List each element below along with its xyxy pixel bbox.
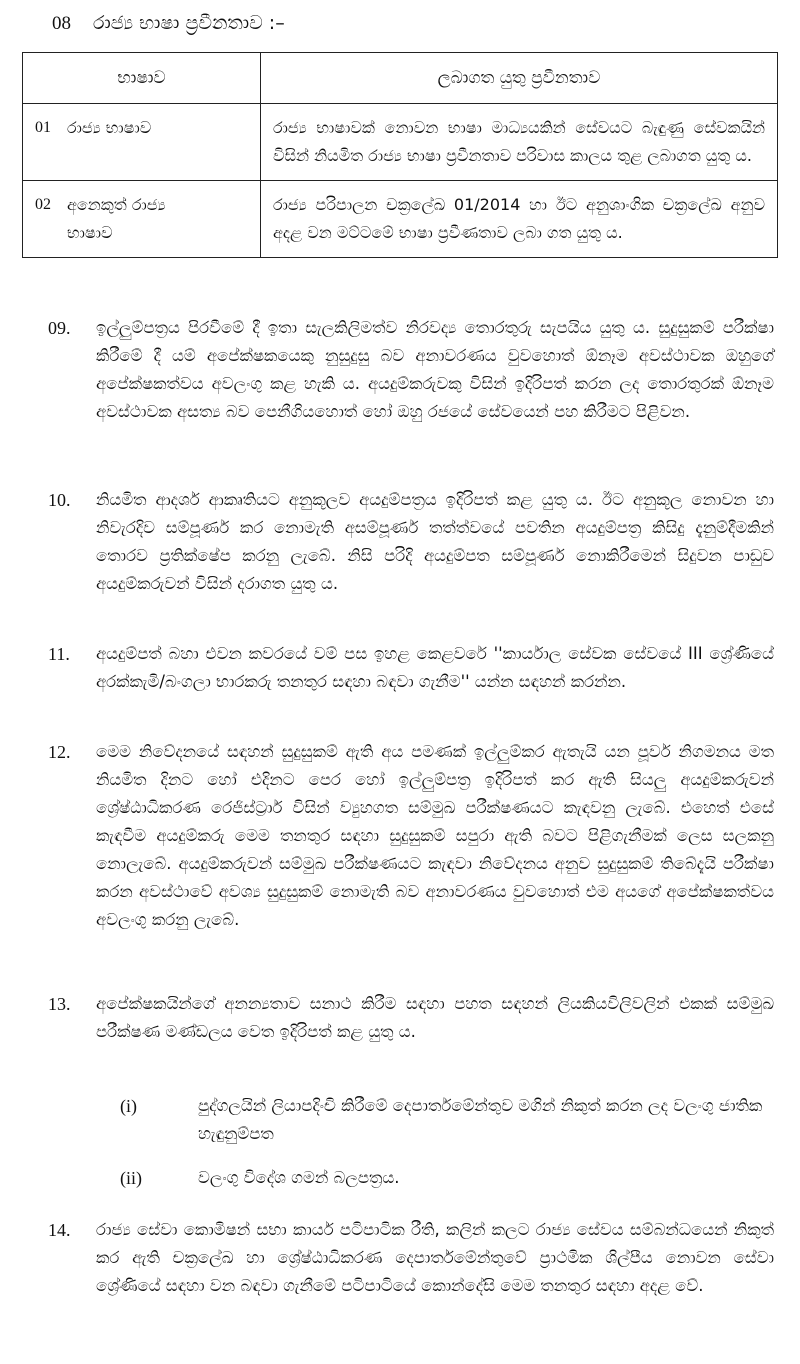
sub-item-text: වලංගු විදේශ ගමන් බලපත්‍රය.: [198, 1168, 400, 1187]
paragraph-number: 12.: [48, 742, 71, 762]
paragraph-text: අයදුම්පත් බහා එවන කවරයේ වම් පස ඉහළ කෙළවරේ ''කාර්යාල සේවක සේවයේ III ශ්‍රේණියේ අරක්කැමි/බංගලා භාරකරු තනතුර සඳහා බඳවා ගැනීම'' යන්න සඳහන් කරන්න.: [96, 644, 774, 691]
paragraph-number: 13.: [48, 994, 71, 1014]
sub-item-i: [120, 1092, 774, 1148]
sub-item-text: පුද්ගලයින් ලියාපදිංචි කිරීමේ දෙපාර්තමේන්තුව මගින් නිකුත් කරන ලද වලංගු ජාතික හැඳුනුම්පත: [198, 1096, 763, 1143]
requirement-cell: රාජ්‍ය භාෂාවක් නොවන භාෂා මාධ්‍යයකින් සේවයට බැඳුණු සේවකයින් විසින් නියමිත රාජ්‍ය භාෂා ප්‍රවීනතාව පරිවාස කාලය තුළ ලබාගත යුතු ය.: [261, 104, 778, 181]
paragraph-14: [48, 1216, 774, 1300]
table-header-row: [23, 53, 778, 104]
paragraph-number: 11.: [48, 644, 70, 664]
row-number: 01: [35, 119, 51, 136]
table-header-proficiency: ලබාගත යුතු ප්‍රවීනතාව: [261, 53, 778, 104]
language-name: අනෙකුත් රාජ්‍ය භාෂාව: [67, 195, 166, 242]
table-row: [23, 181, 778, 258]
requirement-cell: රාජ්‍ය පරිපාලන චක්‍රලේඛ 01/2014 හා ඊට අනුශාංගික චක්‍රලේඛ අනුව අදළ වන මට්ටමේ භාෂා ප්‍රවීණතාව ලබා ගත යුතු ය.: [261, 181, 778, 258]
paragraph-09: [48, 314, 774, 426]
paragraph-text: මෙම නිවේදනයේ සඳහන් සුදුසුකම් ඇති අය පමණක් ඉල්ලුම්කර ඇතැයි යන පූර්ව නිගමනය මත නියමිත දිනට හෝ එදිනට පෙර හෝ ඉල්ලුම්පත්‍ර ඉදිරිපත් කර ඇති සියලු අයදුම්කරුවන් ශ්‍රේෂ්ඨාධිකරණ රෙජිස්ට්‍රාර් විසින් ව්‍යුහගත සම්මුඛ පරීක්ෂණයට කැඳවනු ලැබේ. එහෙත් එසේ කැඳවීම අයදුම්කරු මෙම තනතුර සඳහා සුදුසුකම් සපුරා ඇති බවට පිළිගැනීමක් ලෙස සලකනු නොලැබේ. අයදුම්කරුවන් සම්මුඛ පරීක්ෂණයට කැඳවා නිවේදනය අනුව සුදුසුකම් තිබේදැයි පරීක්ෂා කරන අවස්ථාවේ අවශ්‍ය සුදුසුකම් නොමැති බව අනාවරණය වුවහොත් එම අයගේ අපේක්ෂකත්වය අවලංගු කරනු ලැබේ.: [96, 742, 774, 929]
paragraph-text: අපේක්ෂකයින්ගේ අනන්‍යතාව සනාථ කිරීම සඳහා පහත සඳහන් ලියකියවිලිවලින් එකක් සම්මුඛ පරීක්ෂණ මණ්ඩලය වෙත ඉදිරිපත් කළ යුතු ය.: [96, 994, 774, 1041]
paragraph-number: 14.: [48, 1220, 71, 1240]
paragraph-text: රාජ්‍ය සේවා කොමිෂන් සභා කාර්ය පටිපාටික රීති, කලින් කලට රාජ්‍ය සේවය සම්බන්ධයෙන් නිකුත් කර ඇති චක්‍රලේඛ හා ශ්‍රේෂ්ඨාධිකරණ දෙපාර්තමේන්තුවේ ප්‍රාථමික ශිල්පීය නොවන සේවා ශ්‍රේණියේ සඳහා වන බඳවා ගැනීමේ පටිපාටියේ කොන්දේසි මෙම තනතුර සඳහා අදළ වේ.: [96, 1220, 774, 1295]
language-name: රාජ්‍ය භාෂාව: [67, 118, 152, 137]
table-row: [23, 104, 778, 181]
paragraph-10: [48, 486, 774, 598]
language-cell: [23, 181, 261, 258]
paragraph-13: [48, 990, 774, 1046]
section-title: රාජ්‍ය භාෂා ප්‍රවීනතාව :–: [93, 12, 285, 34]
paragraph-text: නියමිත ආදර්ශ ආකෘතියට අනුකූලව අයදුම්පත්‍රය ඉදිරිපත් කළ යුතු ය. ඊට අනුකූල නොවන හා නිවැරදිව සම්පූර්ණ කර නොමැති අසම්පූර්ණ තත්ත්වයේ පවතින අයදුම්පත්‍ර කිසිදු දැනුම්දීමකින් තොරව ප්‍රතික්ෂේප කරනු ලැබේ. නිසි පරිදි අයදුම්පත සම්පූර්ණ නොකිරීමෙන් සිදුවන පාඩුව අයදුම්කරුවන් විසින් දරාගත යුතු ය.: [96, 490, 774, 593]
sub-item-number: (i): [120, 1096, 137, 1116]
row-number: 02: [35, 196, 51, 213]
paragraph-text: ඉල්ලුම්පත්‍රය පිරවීමේ දී ඉතා සැලකිලිමත්ව නිරවද්‍ය තොරතුරු සැපයිය යුතු ය. සුදුසුකම් පරීක්ෂා කිරීමේ දී යම් අපේක්ෂකයෙකු නුසුදුසු බව අනාවරණය වුවහොත් ඕනෑම අවස්ථාවක ඔහුගේ අපේක්ෂකත්වය අවලංගු කළ හැකි ය. අයදුම්කරුවකු විසින් ඉදිරිපත් කරන ලද තොරතුරක් ඕනෑම අවස්ථාවක අසත්‍ය බව පෙනීගියහොත් හෝ ඔහු රජයේ සේවයෙන් පහ කිරීමට පිළිවන.: [96, 318, 774, 421]
language-proficiency-table: [22, 52, 778, 258]
paragraph-number: 09.: [48, 318, 71, 338]
section-heading: [52, 12, 285, 35]
language-cell: [23, 104, 261, 181]
paragraph-12: [48, 738, 774, 934]
paragraph-number: 10.: [48, 490, 71, 510]
paragraph-11: [48, 640, 774, 696]
table-header-language: භාෂාව: [23, 53, 261, 104]
section-number: 08: [52, 13, 71, 34]
sub-item-number: (ii): [120, 1168, 142, 1188]
sub-item-ii: [120, 1164, 774, 1192]
